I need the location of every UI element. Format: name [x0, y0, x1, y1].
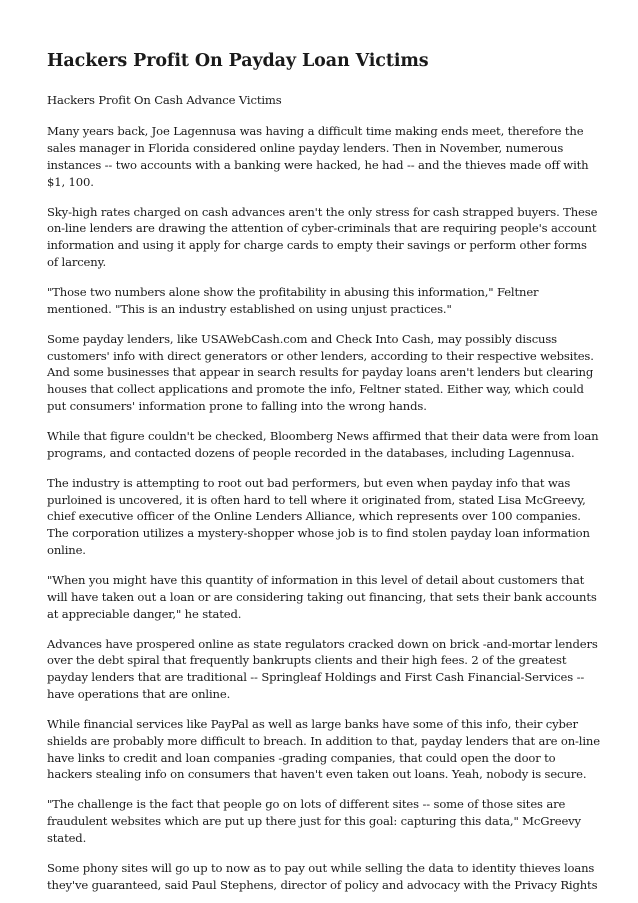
paragraph-1: Many years back, Joe Lagennusa was having a difficult time making ends meet, therefore the sales manager in Florida considered online payday lenders. Then in November, numerous instances -- two accounts with a banking were hacked, he had -- and the thieves made off with $1, 100. — [47, 124, 589, 189]
paragraph-5: While that figure couldn't be checked, Bloomberg News affirmed that their data were from loan programs, and contacted dozens of people recorded in the databases, including Lagennusa. — [47, 429, 599, 460]
paragraph-7: "When you might have this quantity of information in this level of detail about customers that will have taken out a loan or are considering taking out financing, that sets their bank accounts at appreciable danger," he stated. — [47, 572, 597, 621]
paragraph-3: "Those two numbers alone show the profitability in abusing this information," Feltner mentioned. "This is an industry established on using unjust practices." — [47, 285, 539, 316]
paragraph-4: Some payday lenders, like USAWebCash.com and Check Into Cash, may possibly discuss customers' info with direct generators or other lenders, according to their respective websites. And some businesses that appear in search results for payday loans aren't lenders but clearing houses that collect applications and promote the info, Feltner stated. Either way, which could put consumers' information prone to falling into the wrong hands. — [47, 331, 594, 414]
paragraph-2: Sky-high rates charged on cash advances aren't the only stress for cash strapped buyers. These on-line lenders are drawing the attention of cyber-criminals that are requiring people's account information and using it apply for charge cards to empty their savings or perform other forms of larceny. — [47, 204, 598, 270]
paragraph-10: "The challenge is the fact that people go on lots of different sites -- some of those sites are fraudulent websites which are put up there just for this goal: capturing this data," McGreevy stated. — [47, 797, 581, 845]
paragraph-11: Some phony sites will go up to now as to pay out while selling the data to identity thieves loans they've guaranteed, said Paul Stephens, director of policy and advocacy with the Privacy Rights — [47, 860, 598, 892]
paragraph-9: While financial services like PayPal as well as large banks have some of this info, their cyber shields are probably more difficult to breach. In addition to that, payday lenders that are on-line have links to credit and loan companies -grading companies, that could open the door to hackers stealing info on consumers that haven't even taken out loans. Yeah, nobody is secure. — [47, 716, 600, 782]
document-subtitle: Hackers Profit On Cash Advance Victims — [47, 93, 282, 107]
document-title: Hackers Profit On Payday Loan Victims — [47, 51, 429, 71]
paragraph-6: The industry is attempting to root out bad performers, but even when payday info that was purloined is uncovered, it is often hard to tell where it originated from, stated Lisa McGreevy, chief executive officer of the Online Lenders Alliance, which represents over 100 companies. The corporation utilizes a mystery-shopper whose job is to find stolen payday loan information online. — [47, 475, 590, 557]
paragraph-8: Advances have prospered online as state regulators cracked down on brick -and-mortar lenders over the debt spiral that frequently bankrupts clients and their high fees. 2 of the greatest payday lenders that are traditional -- Springleaf Holdings and First Cash Financial-Services -- have operations that are online. — [47, 636, 598, 701]
